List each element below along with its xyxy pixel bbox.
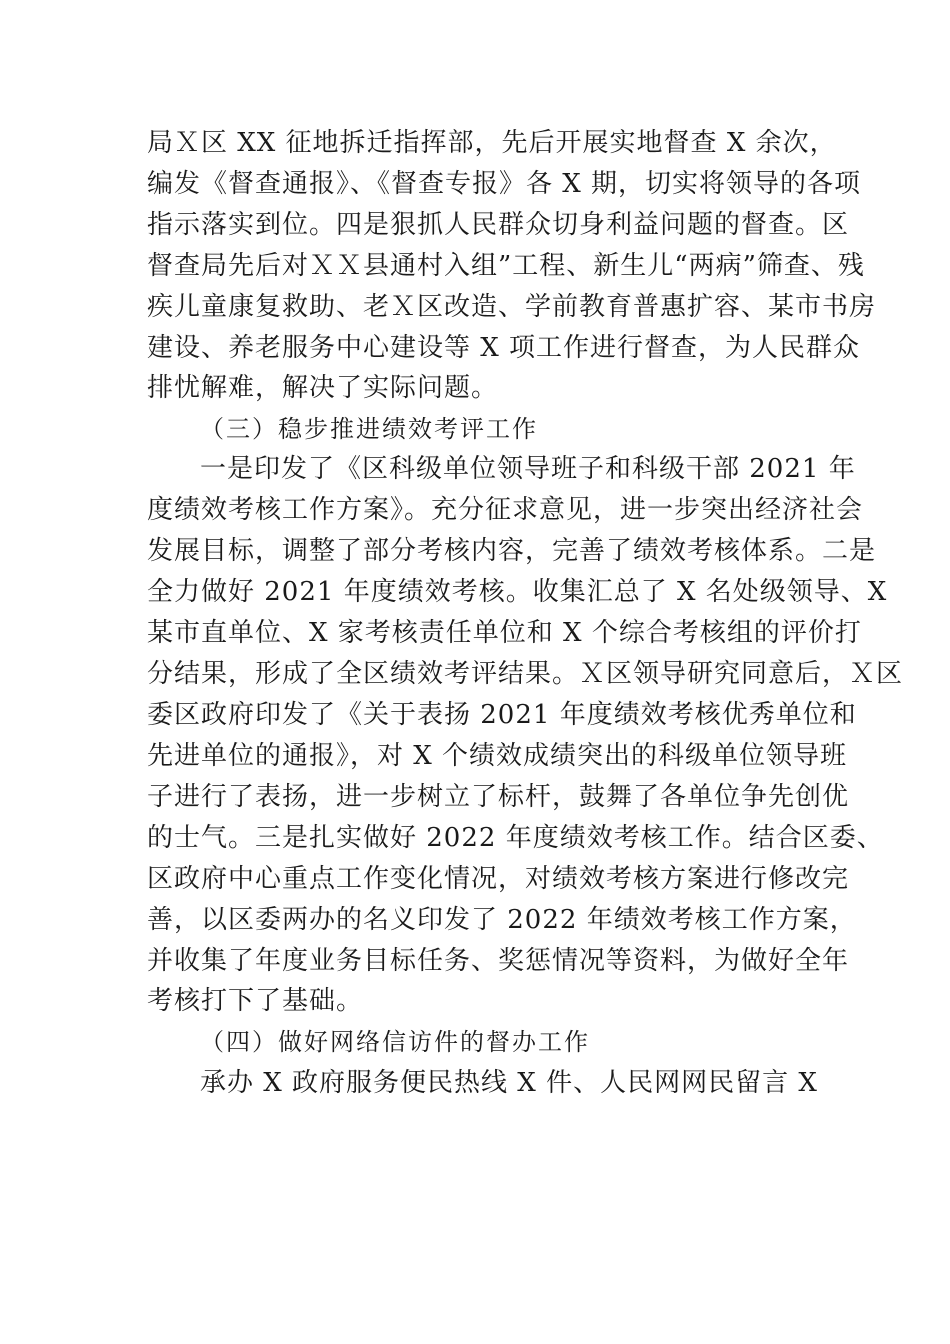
text-line: 督查局先后对ＸＸ县通村入组”工程、新生儿“两病”筛查、残	[147, 251, 865, 281]
text-line: 全力做好 2021 年度绩效考核。收集汇总了 X 名处级领导、X	[147, 577, 888, 607]
text-line: 度绩效考核工作方案》。充分征求意见，进一步突出经济社会	[147, 495, 864, 525]
text-line: 建设、养老服务中心建设等 X 项工作进行督查，为人民群众	[147, 333, 861, 363]
text-line: 子进行了表扬，进一步树立了标杆，鼓舞了各单位争先创优	[147, 782, 850, 812]
text-line: 分结果，形成了全区绩效考评结果。Ｘ区领导研究同意后，Ｘ区	[147, 659, 904, 689]
text-line: 发展目标，调整了部分考核内容，完善了绩效考核体系。二是	[147, 536, 877, 566]
text-line: 的士气。三是扎实做好 2022 年度绩效考核工作。结合区委、	[147, 823, 884, 853]
text-line: 编发《督查通报》、《督查专报》各 X 期，切实将领导的各项	[147, 169, 862, 199]
text-line: 指示落实到位。四是狠抓人民群众切身利益问题的督查。区	[147, 210, 850, 240]
text-line: 并收集了年度业务目标任务、奖惩情况等资料，为做好全年	[147, 946, 850, 976]
text-line: 排忧解难，解决了实际问题。	[147, 373, 499, 403]
text-line: 善，以区委两办的名义印发了 2022 年绩效考核工作方案，	[147, 905, 857, 935]
text-line: 先进单位的通报》，对 X 个绩效成绩突出的科级单位领导班	[147, 741, 848, 771]
text-line: 局Ｘ区 XX 征地拆迁指挥部，先后开展实地督查 X 余次，	[147, 128, 837, 158]
section-heading-3: （三）稳步推进绩效考评工作	[200, 415, 538, 443]
text-line: 疾儿童康复救助、老Ｘ区改造、学前教育普惠扩容、某市书房	[147, 292, 877, 322]
section-heading-4: （四）做好网络信访件的督办工作	[200, 1028, 590, 1056]
text-line: 区政府中心重点工作变化情况，对绩效考核方案进行修改完	[147, 864, 850, 894]
paragraph-first-line: 一是印发了《区科级单位领导班子和科级干部 2021 年	[200, 454, 856, 484]
paragraph-first-line: 承办 X 政府服务便民热线 X 件、人民网网民留言 X	[200, 1068, 818, 1098]
text-line: 某市直单位、X 家考核责任单位和 X 个综合考核组的评价打	[147, 618, 862, 648]
text-line: 委区政府印发了《关于表扬 2021 年度绩效考核优秀单位和	[147, 700, 857, 730]
text-line: 考核打下了基础。	[147, 986, 364, 1016]
